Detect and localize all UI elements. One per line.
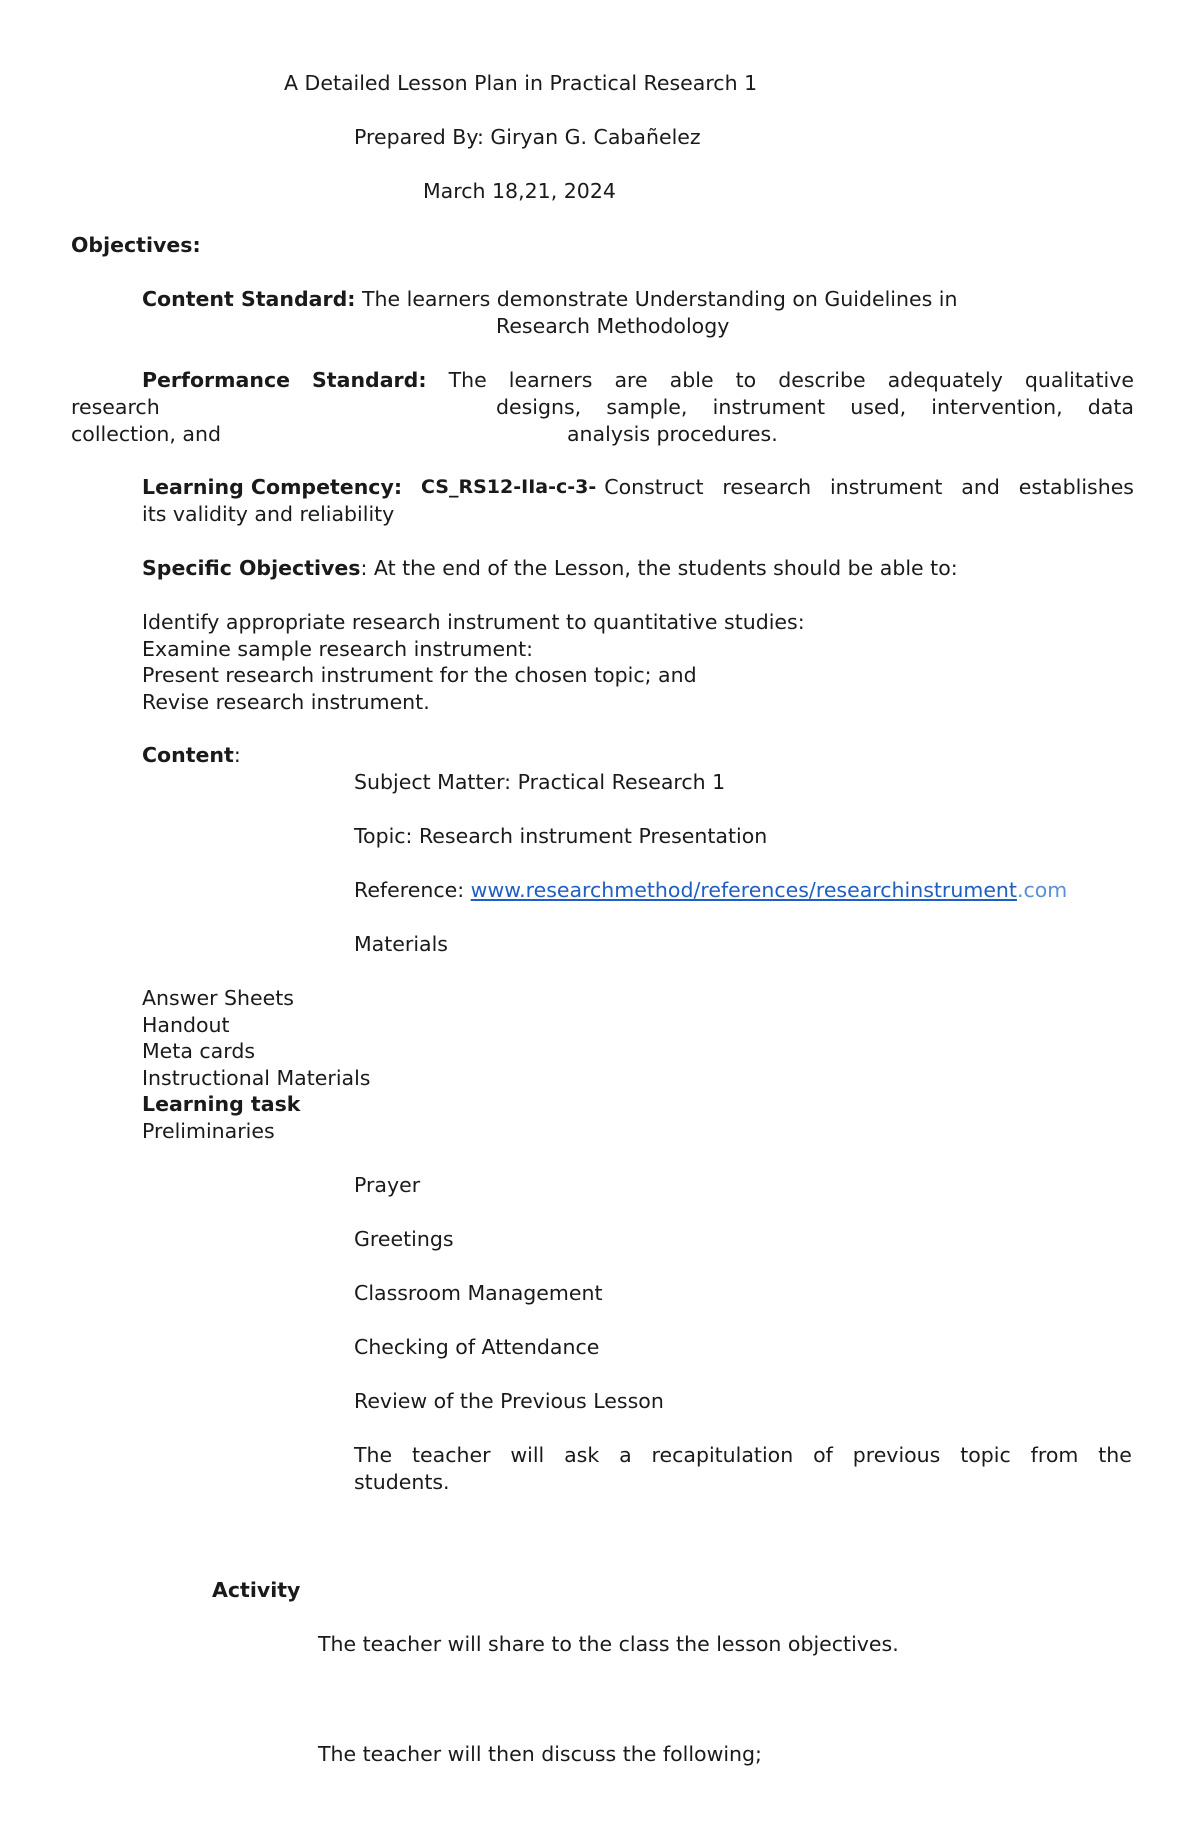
reference-link[interactable]: www.researchmethod/references/researchinstrument: [470, 878, 1017, 902]
recap-word: teacher: [412, 1443, 491, 1467]
list-item: Examine sample research instrument:: [142, 636, 534, 661]
performance-word: to: [735, 368, 757, 392]
recap-paragraph: [354, 1442, 1132, 1495]
step-review-previous-lesson: Review of the Previous Lesson: [354, 1389, 664, 1413]
recap-word: a: [619, 1443, 632, 1467]
list-item: Identify appropriate research instrument to quantitative studies:: [142, 610, 805, 634]
materials-list: [142, 985, 370, 1144]
list-item: Revise research instrument.: [142, 689, 430, 714]
step-checking-attendance: Checking of Attendance: [354, 1335, 600, 1359]
learning-competency-code: CS_RS12-IIa-c-3-: [421, 476, 597, 498]
recap-word: from: [1030, 1443, 1079, 1467]
activity-heading: Activity: [212, 1578, 301, 1602]
list-item: Present research instrument for the chosen topic; and: [142, 663, 697, 687]
performance-standard-label-word-2: Standard:: [312, 368, 427, 392]
learning-task-heading: Learning task: [142, 1092, 301, 1116]
content-standard-text: The learners demonstrate Understanding on Guidelines in: [361, 287, 958, 311]
list-item: Answer Sheets: [142, 986, 294, 1010]
performance-line2-left: research: [71, 395, 160, 419]
performance-word: The: [448, 368, 487, 392]
content-heading-colon: :: [233, 743, 241, 767]
performance-word: qualitative: [1024, 368, 1134, 392]
performance-word: adequately: [887, 368, 1003, 392]
performance-word: designs,: [496, 395, 582, 419]
list-item: Meta cards: [142, 1039, 256, 1063]
content-heading: [142, 742, 241, 768]
learning-competency: [142, 474, 1134, 527]
learning-competency-line-1: [142, 474, 1134, 501]
performance-word: data: [1087, 395, 1134, 419]
recap-word: will: [510, 1443, 545, 1467]
recap-word: The: [354, 1443, 393, 1467]
performance-word: learners: [508, 368, 593, 392]
recap-word: recapitulation: [651, 1443, 794, 1467]
reference-link-suffix[interactable]: .com: [1016, 878, 1068, 902]
document-title: A Detailed Lesson Plan in Practical Research 1: [284, 71, 758, 95]
topic: Topic: Research instrument Presentation: [354, 824, 768, 848]
recap-word: the: [1098, 1443, 1132, 1467]
performance-standard-line-2: [71, 394, 1134, 421]
step-classroom-management: Classroom Management: [354, 1281, 603, 1305]
performance-line3-right: analysis procedures.: [567, 421, 778, 446]
content-standard-continued: Research Methodology: [496, 314, 730, 338]
performance-word: instrument: [712, 395, 826, 419]
step-prayer: Prayer: [354, 1173, 421, 1197]
recap-word: previous: [852, 1443, 941, 1467]
preliminaries-label: Preliminaries: [142, 1118, 275, 1143]
recap-word: topic: [960, 1443, 1011, 1467]
performance-word: are: [614, 368, 648, 392]
recap-word: of: [813, 1443, 833, 1467]
reference: [354, 877, 1067, 903]
list-item: Instructional Materials: [142, 1065, 371, 1090]
list-item: Handout: [142, 1012, 230, 1037]
activity-line-2: The teacher will then discuss the following;: [318, 1742, 762, 1766]
performance-line3-left: collection, and: [71, 421, 221, 446]
performance-word: intervention,: [931, 395, 1063, 419]
specific-objectives: [142, 555, 958, 581]
performance-standard-line-3: [71, 421, 1134, 448]
learning-competency-continued: its validity and reliability: [142, 501, 395, 526]
performance-standard-line-1: [142, 367, 1134, 394]
reference-label: Reference:: [354, 878, 465, 902]
step-greetings: Greetings: [354, 1227, 454, 1251]
prepared-by: Prepared By: Giryan G. Cabañelez: [354, 125, 701, 149]
performance-word: describe: [778, 368, 866, 392]
performance-line2-words: [496, 394, 1134, 421]
document-date: March 18,21, 2024: [423, 179, 616, 203]
performance-word: sample,: [606, 395, 688, 419]
recap-word: ask: [564, 1443, 600, 1467]
learning-competency-label: Learning Competency:: [142, 475, 403, 499]
materials-label: Materials: [354, 932, 448, 956]
content-standard: [142, 286, 958, 312]
specific-objectives-text: : At the end of the Lesson, the students should be able to:: [360, 556, 958, 580]
recap-line-1: [354, 1442, 1132, 1469]
performance-standard-lines: [71, 394, 1134, 447]
objectives-heading: Objectives:: [71, 233, 201, 257]
content-heading-label: Content: [142, 743, 234, 767]
recap-line-2: students.: [354, 1469, 450, 1494]
performance-standard-label-word-1: Performance: [142, 368, 290, 392]
specific-objectives-list: [142, 609, 805, 715]
specific-objectives-label: Specific Objectives: [142, 556, 361, 580]
learning-competency-text: Construct research instrument and establishes: [604, 475, 1134, 499]
performance-word: used,: [850, 395, 907, 419]
content-standard-label: Content Standard:: [142, 287, 356, 311]
performance-standard: [142, 367, 1134, 394]
subject-matter: Subject Matter: Practical Research 1: [354, 770, 726, 794]
performance-word: able: [669, 368, 714, 392]
activity-line-1: The teacher will share to the class the lesson objectives.: [318, 1632, 899, 1656]
